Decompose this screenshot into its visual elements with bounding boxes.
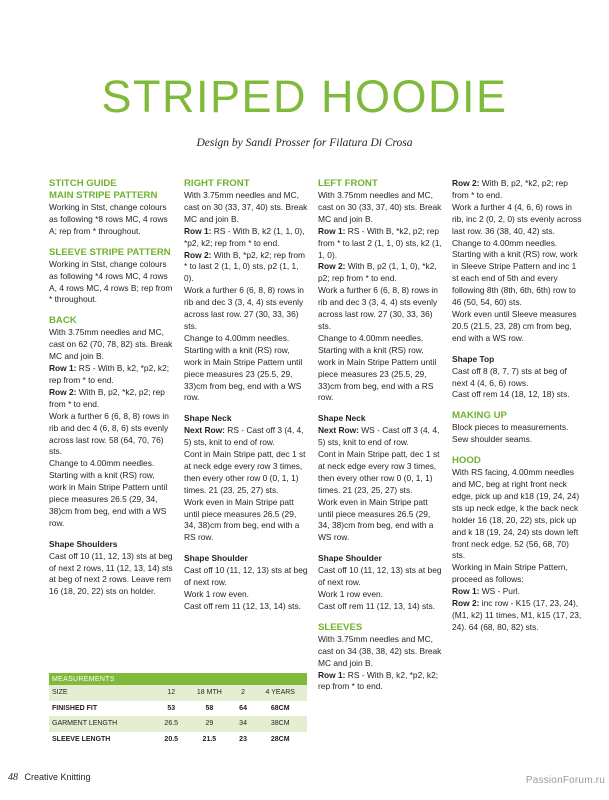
table-cell: 23 bbox=[239, 735, 247, 743]
sleeves-paragraph: Work even until Sleeve measures 20.5 (21.5, 23, 28) cm from beg, end with a WS row. bbox=[452, 308, 577, 343]
sleeves-row-2 bbox=[452, 178, 582, 202]
table-cell: GARMENT LENGTH bbox=[49, 716, 156, 732]
table-cell: 28CM bbox=[270, 735, 290, 743]
row-label: Row 2: bbox=[452, 598, 480, 609]
sleeves-paragraph: With 3.75mm needles and MC, cast on 34 (38, 38, 42) sts. Break MC and join B. bbox=[318, 633, 442, 668]
right-front-row-1 bbox=[184, 226, 308, 250]
shape-shoulders-text: Cast off 10 (11, 12, 13) sts at beg of next 2 rows, 11 (12, 13, 14) sts at beg of next 2 rows. Leave rem 16 (18, 20, 22) sts on holder. bbox=[49, 550, 173, 597]
row-label: Row 2: bbox=[318, 261, 346, 272]
row-label: Row 1: bbox=[318, 669, 346, 680]
back-heading: BACK bbox=[49, 315, 77, 327]
row-text: RS - Cast off 3 (4, 4, 5) sts, knit to end of row. bbox=[184, 425, 304, 448]
byline: Design by Sandi Prosser for Filatura Di Crosa bbox=[196, 137, 413, 149]
table-cell: 26.5 bbox=[156, 716, 186, 732]
page-footer bbox=[8, 772, 91, 783]
right-front-paragraph: Change to 4.00mm needles. Starting with a knit (RS) row, work in Main Stripe Pattern until piece measures 23 (25.5, 29, 33)cm from beg, end with a WS row. bbox=[184, 332, 303, 403]
row-text: WS - Purl. bbox=[479, 586, 520, 597]
left-front-paragraph: With 3.75mm needles and MC, cast on 30 (33, 37, 40) sts. Break MC and join B. bbox=[318, 190, 442, 224]
right-front-row-2 bbox=[184, 250, 308, 286]
table-cell: FINISHED FIT bbox=[52, 704, 98, 712]
column-4 bbox=[452, 178, 582, 634]
table-cell: 2 bbox=[233, 685, 254, 701]
hood-row-2 bbox=[452, 598, 582, 634]
shape-top-heading: Shape Top bbox=[452, 353, 495, 364]
shape-neck-paragraph: Work even in Main Stripe patt until piece measures 26.5 (29, 34, 38)cm from beg, end with a WS row. bbox=[318, 496, 434, 543]
table-cell: 68CM bbox=[270, 704, 290, 712]
table-cell: 18 MTH bbox=[186, 685, 233, 701]
table-row bbox=[49, 732, 307, 748]
column-3 bbox=[318, 178, 442, 693]
row-text: RS - With B, k2, *p2, k2; rep from * to end. bbox=[49, 363, 170, 385]
row-text: RS - With B, k2, *p2, k2; rep from * to end. bbox=[318, 669, 439, 692]
row-label: Next Row: bbox=[184, 425, 225, 436]
shape-shoulder-paragraph: Cast off rem 11 (12, 13, 14) sts. bbox=[184, 600, 301, 611]
shape-neck-heading: Shape Neck bbox=[184, 413, 232, 424]
table-cell: 64 bbox=[239, 704, 247, 712]
row-label: Row 2: bbox=[49, 386, 77, 397]
table-cell: 20.5 bbox=[164, 735, 179, 743]
row-text: With B, p2 (1, 1, 0), *k2, p2; rep from * to end. bbox=[318, 261, 437, 284]
hood-paragraph: With RS facing, 4.00mm needles and MC, beg at right front neck edge, pick up and k18 (19, 24, 24) sts up neck edge, k the back neck holder 16 (18, 20, 22) sts, pick up and k 18 (19, 24, 24) sts down left front neck edge. 52 (56, 68, 70) sts. bbox=[452, 467, 580, 561]
shape-shoulder-paragraph: Cast off 10 (11, 12, 13) sts at beg of next row. bbox=[318, 565, 442, 588]
table-cell: SLEEVE LENGTH bbox=[52, 735, 111, 743]
table-cell: 21.5 bbox=[202, 735, 217, 743]
sleeves-row-1 bbox=[318, 670, 442, 694]
row-label: Row 1: bbox=[452, 586, 480, 597]
shape-neck-paragraph: Work even in Main Stripe patt until piece measures 26.5 (29, 34, 38)cm from beg, end with a RS row. bbox=[184, 496, 300, 543]
back-paragraph: Change to 4.00mm needles. Starting with a knit (RS) row, work in Main Stripe Pattern until piece measures 26.5 (29, 34, 38)cm from beg, end with a WS row. bbox=[49, 458, 168, 528]
back-paragraph: Work a further 6 (6, 8, 8) rows in rib and dec 4 (6, 8, 6) sts evenly across last row. 58 (64, 70, 76) sts. bbox=[49, 410, 169, 457]
row-label: Row 1: bbox=[49, 363, 77, 374]
sleeve-stripe-heading: SLEEVE STRIPE PATTERN bbox=[49, 246, 171, 258]
table-row bbox=[49, 685, 307, 701]
back-row-2 bbox=[49, 387, 173, 411]
shape-shoulder-paragraph: Work 1 row even. bbox=[184, 589, 250, 599]
table-cell: 12 bbox=[156, 685, 186, 701]
shape-shoulder-paragraph: Work 1 row even. bbox=[318, 589, 384, 599]
shape-shoulders-heading: Shape Shoulders bbox=[49, 538, 118, 549]
left-front-heading: LEFT FRONT bbox=[318, 178, 378, 189]
left-front-row-1 bbox=[318, 226, 442, 262]
shape-neck-heading: Shape Neck bbox=[318, 413, 366, 424]
row-text: With B, *p2, k2; rep from * to last 2 (1, 1, 0) sts, p2 (1, 1, 0). bbox=[184, 249, 306, 284]
left-front-paragraph: Work a further 6 (6, 8, 8) rows in rib and dec 3 (3, 4, 4) sts evenly across last row. 27 (30, 33, 36) sts. bbox=[318, 285, 438, 331]
table-header-row bbox=[49, 673, 307, 685]
left-front-paragraph: Change to 4.00mm needles. Starting with a knit (RS) row, work in Main Stripe Pattern until piece measures 23 (25.5, 29, 33)cm from beg, end with a RS row. bbox=[318, 332, 437, 403]
right-front-paragraph: With 3.75mm needles and MC, cast on 30 (33, 37, 40) sts. Break MC and join B. bbox=[184, 190, 308, 224]
shape-shoulder-heading: Shape Shoulder bbox=[184, 553, 248, 564]
column-1 bbox=[49, 178, 173, 598]
measurements-header: MEASUREMENTS bbox=[49, 673, 307, 685]
shape-shoulder-paragraph: Cast off 10 (11, 12, 13) sts at beg of next row. bbox=[184, 565, 308, 588]
next-row bbox=[318, 425, 442, 449]
shape-shoulder-paragraph: Cast off rem 11 (12, 13, 14) sts. bbox=[318, 600, 435, 611]
shape-top-paragraph: Cast off rem 14 (18, 12, 18) sts. bbox=[452, 389, 570, 400]
table-row bbox=[49, 716, 307, 732]
right-front-paragraph: Work a further 6 (6, 8, 8) rows in rib and dec 3 (3, 4, 4) sts evenly across last row. 27 (30, 33, 36) sts. bbox=[184, 285, 304, 331]
page-number: 48 bbox=[8, 772, 18, 783]
table-row bbox=[49, 701, 307, 717]
row-text: RS - With B, *k2, p2; rep from * to last 2 (1, 1, 0) sts, k2 (1, 1, 0). bbox=[318, 225, 442, 260]
back-paragraph: With 3.75mm needles and MC, cast on 62 (70, 78, 82) sts. Break MC and join B. bbox=[49, 327, 173, 362]
row-label: Next Row: bbox=[318, 425, 359, 436]
shape-top-paragraph: Cast off 8 (8, 7, 7) sts at beg of next 4 (4, 6, 6) rows. bbox=[452, 365, 567, 388]
shape-shoulder-heading: Shape Shoulder bbox=[318, 553, 382, 564]
magazine-name: Creative Knitting bbox=[24, 772, 91, 782]
table-cell: 38CM bbox=[253, 716, 307, 732]
hood-heading: HOOD bbox=[452, 455, 481, 467]
table-cell: 34 bbox=[233, 716, 254, 732]
table-cell: 58 bbox=[205, 704, 214, 712]
watermark: PassionForum.ru bbox=[525, 775, 605, 786]
hood-row-1 bbox=[452, 586, 582, 598]
sleeves-heading: SLEEVES bbox=[318, 621, 363, 633]
row-text: RS - With B, k2 (1, 1, 0), *p2, k2; rep from * to end. bbox=[184, 225, 305, 248]
row-label: Row 1: bbox=[318, 225, 346, 236]
row-label: Row 2: bbox=[184, 249, 212, 260]
table-cell: SIZE bbox=[49, 685, 156, 701]
shape-neck-paragraph: Cont in Main Stripe patt, dec 1 st at neck edge every row 3 times, then every other row 0 (0, 1, 1) times. 21 (23, 25, 27) sts. bbox=[318, 449, 440, 495]
row-text: With B, p2, *k2, p2; rep from * to end. bbox=[49, 386, 165, 409]
row-label: Row 1: bbox=[184, 225, 212, 236]
table-cell: 29 bbox=[186, 716, 233, 732]
measurements-table bbox=[49, 673, 307, 747]
sleeves-paragraph: Change to 4.00mm needles. Starting with a knit (RS) row, work in Sleeve Stripe Pattern and inc 1 st each end of 5th and every following 8th (8th, 6th, 6th) row to 46 (50, 54, 60) sts. bbox=[452, 237, 578, 308]
row-text: inc row - K15 (17, 23, 24), (M1, k2) 11 times, M1, k15 (17, 23, 24). 64 (68, 80, 82) sts. bbox=[452, 598, 582, 632]
main-stripe-text: Working in Stst, change colours as following *8 rows MC, 4 rows A; rep from * throughout. bbox=[49, 202, 168, 236]
back-row-1 bbox=[49, 363, 173, 387]
shape-neck-paragraph: Cont in Main Stripe patt, dec 1 st at neck edge every row 3 times, then every other row 0 (0, 1, 1) times. 21 (23, 25, 27) sts. bbox=[184, 449, 306, 495]
making-up-text: Block pieces to measurements. Sew shoulder seams. bbox=[452, 422, 569, 445]
table-cell: 53 bbox=[167, 704, 176, 712]
page-title: STRIPED HOODIE bbox=[101, 71, 508, 122]
right-front-heading: RIGHT FRONT bbox=[184, 178, 250, 189]
row-text: With B, p2, *k2, p2; rep from * to end. bbox=[452, 178, 568, 200]
left-front-row-2 bbox=[318, 261, 442, 285]
sleeve-stripe-text: Working in Stst, change colours as following *4 rows MC, 4 rows A, 4 rows MC, 4 rows B; rep from * throughout. bbox=[49, 258, 173, 305]
column-2 bbox=[184, 178, 308, 613]
stitch-guide-heading: STITCH GUIDE bbox=[49, 178, 117, 189]
main-stripe-heading: MAIN STRIPE PATTERN bbox=[49, 190, 158, 201]
next-row bbox=[184, 425, 308, 449]
sleeves-paragraph: Work a further 4 (4, 6, 6) rows in rib, inc 2 (0, 2, 0) sts evenly across last row. 36 (38, 40, 42) sts. bbox=[452, 201, 582, 236]
hood-paragraph: Working in Main Stripe Pattern, proceed as follows: bbox=[452, 562, 568, 585]
row-label: Row 2: bbox=[452, 178, 480, 188]
table-cell: 4 YEARS bbox=[253, 685, 307, 701]
row-text: WS - Cast off 3 (4, 4, 5) sts, knit to end of row. bbox=[318, 425, 440, 448]
making-up-heading: MAKING UP bbox=[452, 410, 507, 422]
